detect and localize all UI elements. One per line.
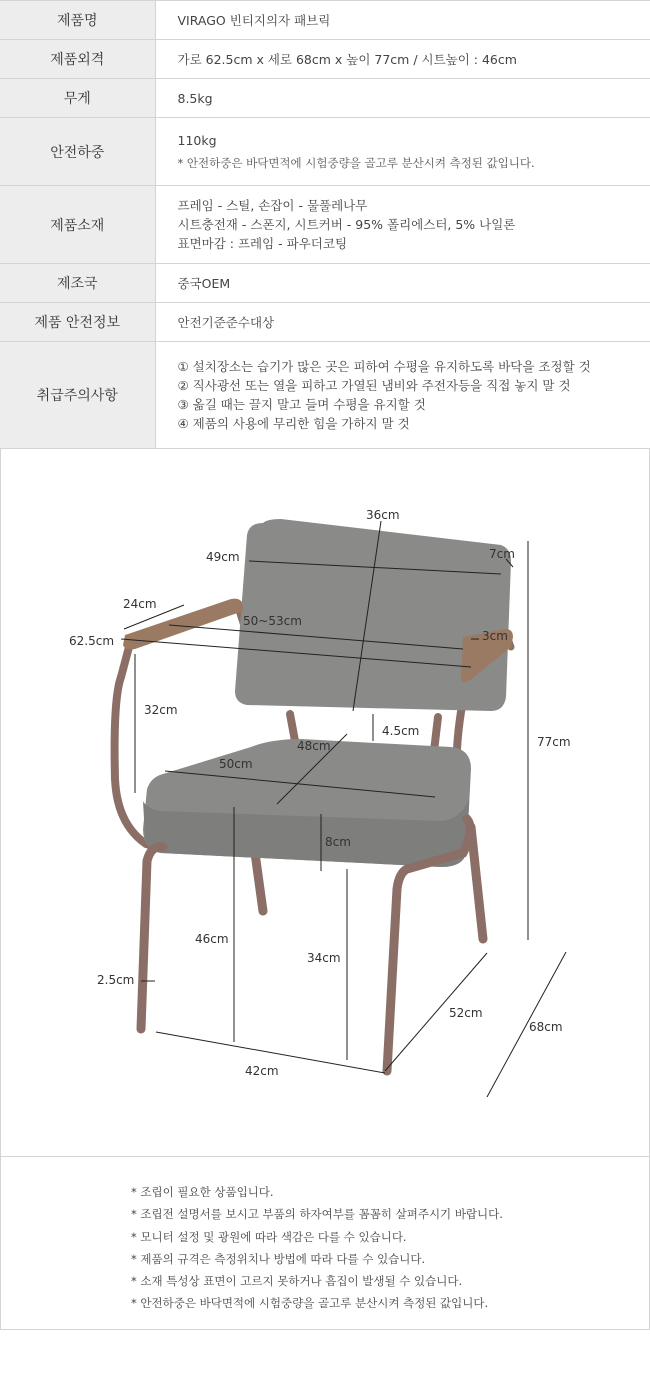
spec-value: 8.5kg xyxy=(177,90,213,106)
dim-total-width: 62.5cm xyxy=(69,634,115,648)
spec-label: 제품소재 xyxy=(0,186,155,264)
spec-row-caution xyxy=(0,342,650,449)
spec-value: 110kg xyxy=(177,132,217,148)
notice-list xyxy=(131,1181,503,1315)
dim-base-depth: 52cm xyxy=(449,1006,483,1020)
caution-item: ③ 옮길 때는 끌지 말고 들며 수평을 유지할 것 xyxy=(177,397,426,412)
notice-item: * 모니터 설정 및 광원에 따라 색감은 다를 수 있습니다. xyxy=(131,1229,407,1244)
caution-item: ① 설치장소는 습기가 많은 곳은 피하여 수평을 유지하도록 바닥을 조정할 것 xyxy=(177,359,591,374)
dim-back-width: 36cm xyxy=(366,508,400,522)
spec-label: 제품명 xyxy=(0,1,155,40)
spec-label: 제조국 xyxy=(0,264,155,303)
notice-box xyxy=(0,1156,650,1330)
spec-row-material xyxy=(0,186,650,264)
dim-back-depth: 7cm xyxy=(489,547,515,561)
dim-arm-height: 32cm xyxy=(144,703,178,717)
spec-value: VIRAGO 빈티지의자 패브릭 xyxy=(177,12,331,28)
notice-item: * 소재 특성상 표면이 고르지 못하거나 흠집이 발생될 수 있습니다. xyxy=(131,1274,463,1289)
dim-seat-thick: 8cm xyxy=(325,835,351,849)
spec-row-safety xyxy=(0,303,650,342)
dim-arm-thick: 3cm xyxy=(482,629,508,643)
dim-seat-width: 50cm xyxy=(219,757,253,771)
spec-label: 제품외격 xyxy=(0,40,155,79)
spec-label: 무게 xyxy=(0,79,155,118)
chair-dimension-drawing xyxy=(0,449,650,1156)
dim-seat-depth: 48cm xyxy=(297,739,331,753)
dim-total-depth: 68cm xyxy=(529,1020,563,1034)
dim-floor-gap: 2.5cm xyxy=(97,973,135,987)
spec-value: 가로 62.5cm x 세로 68cm x 높이 77cm / 시트높이 : 46cm xyxy=(177,51,517,67)
dim-total-height: 77cm xyxy=(537,735,571,749)
spec-row-weight xyxy=(0,79,650,118)
notice-item: * 제품의 규격은 측정위치나 방법에 따라 다를 수 있습니다. xyxy=(131,1251,426,1266)
notice-item: * 조립이 필요한 상품입니다. xyxy=(131,1185,274,1199)
dim-arm-width: 24cm xyxy=(123,597,157,611)
caution-item: ② 직사광선 또는 열을 피하고 가열된 냄비와 주전자등을 직접 놓지 말 것 xyxy=(177,378,571,393)
dim-leg-height: 34cm xyxy=(307,951,341,965)
dim-gap: 4.5cm xyxy=(382,724,420,738)
spec-row-size xyxy=(0,40,650,79)
dim-inner-width: 50~53cm xyxy=(243,614,302,628)
caution-item: ④ 제품의 사용에 무리한 힘을 가하지 말 것 xyxy=(177,416,410,431)
spec-value: 중국OEM xyxy=(177,275,231,291)
dim-base-width: 42cm xyxy=(245,1064,279,1078)
spec-note: * 안전하중은 바닥면적에 시험중량을 골고루 분산시켜 측정된 값입니다. xyxy=(177,155,535,170)
dim-back-diag: 49cm xyxy=(206,550,240,564)
spec-value: 안전기준준수대상 xyxy=(177,314,275,330)
notice-item: * 조립전 설명서를 보시고 부품의 하자여부를 꼼꼼히 살펴주시기 바랍니다. xyxy=(131,1207,503,1222)
notice-item: * 안전하중은 바닥면적에 시험중량을 골고루 분산시켜 측정된 값입니다. xyxy=(131,1296,489,1311)
spec-value: 프레임 - 스틸, 손잡이 - 물풀레나무 xyxy=(177,198,368,213)
spec-label: 취급주의사항 xyxy=(0,342,155,449)
spec-value: 시트충전재 - 스폰지, 시트커버 - 95% 폴리에스터, 5% 나일론 xyxy=(177,217,516,232)
spec-row-origin xyxy=(0,264,650,303)
spec-row-load xyxy=(0,118,650,186)
chair-illustration xyxy=(1,449,649,1156)
spec-value: 표면마감 : 프레임 - 파우더코팅 xyxy=(177,236,348,251)
spec-label: 안전하중 xyxy=(0,118,155,186)
spec-row-name xyxy=(0,1,650,40)
spec-label: 제품 안전정보 xyxy=(0,303,155,342)
dim-seat-height: 46cm xyxy=(195,932,229,946)
spec-table xyxy=(0,0,650,449)
